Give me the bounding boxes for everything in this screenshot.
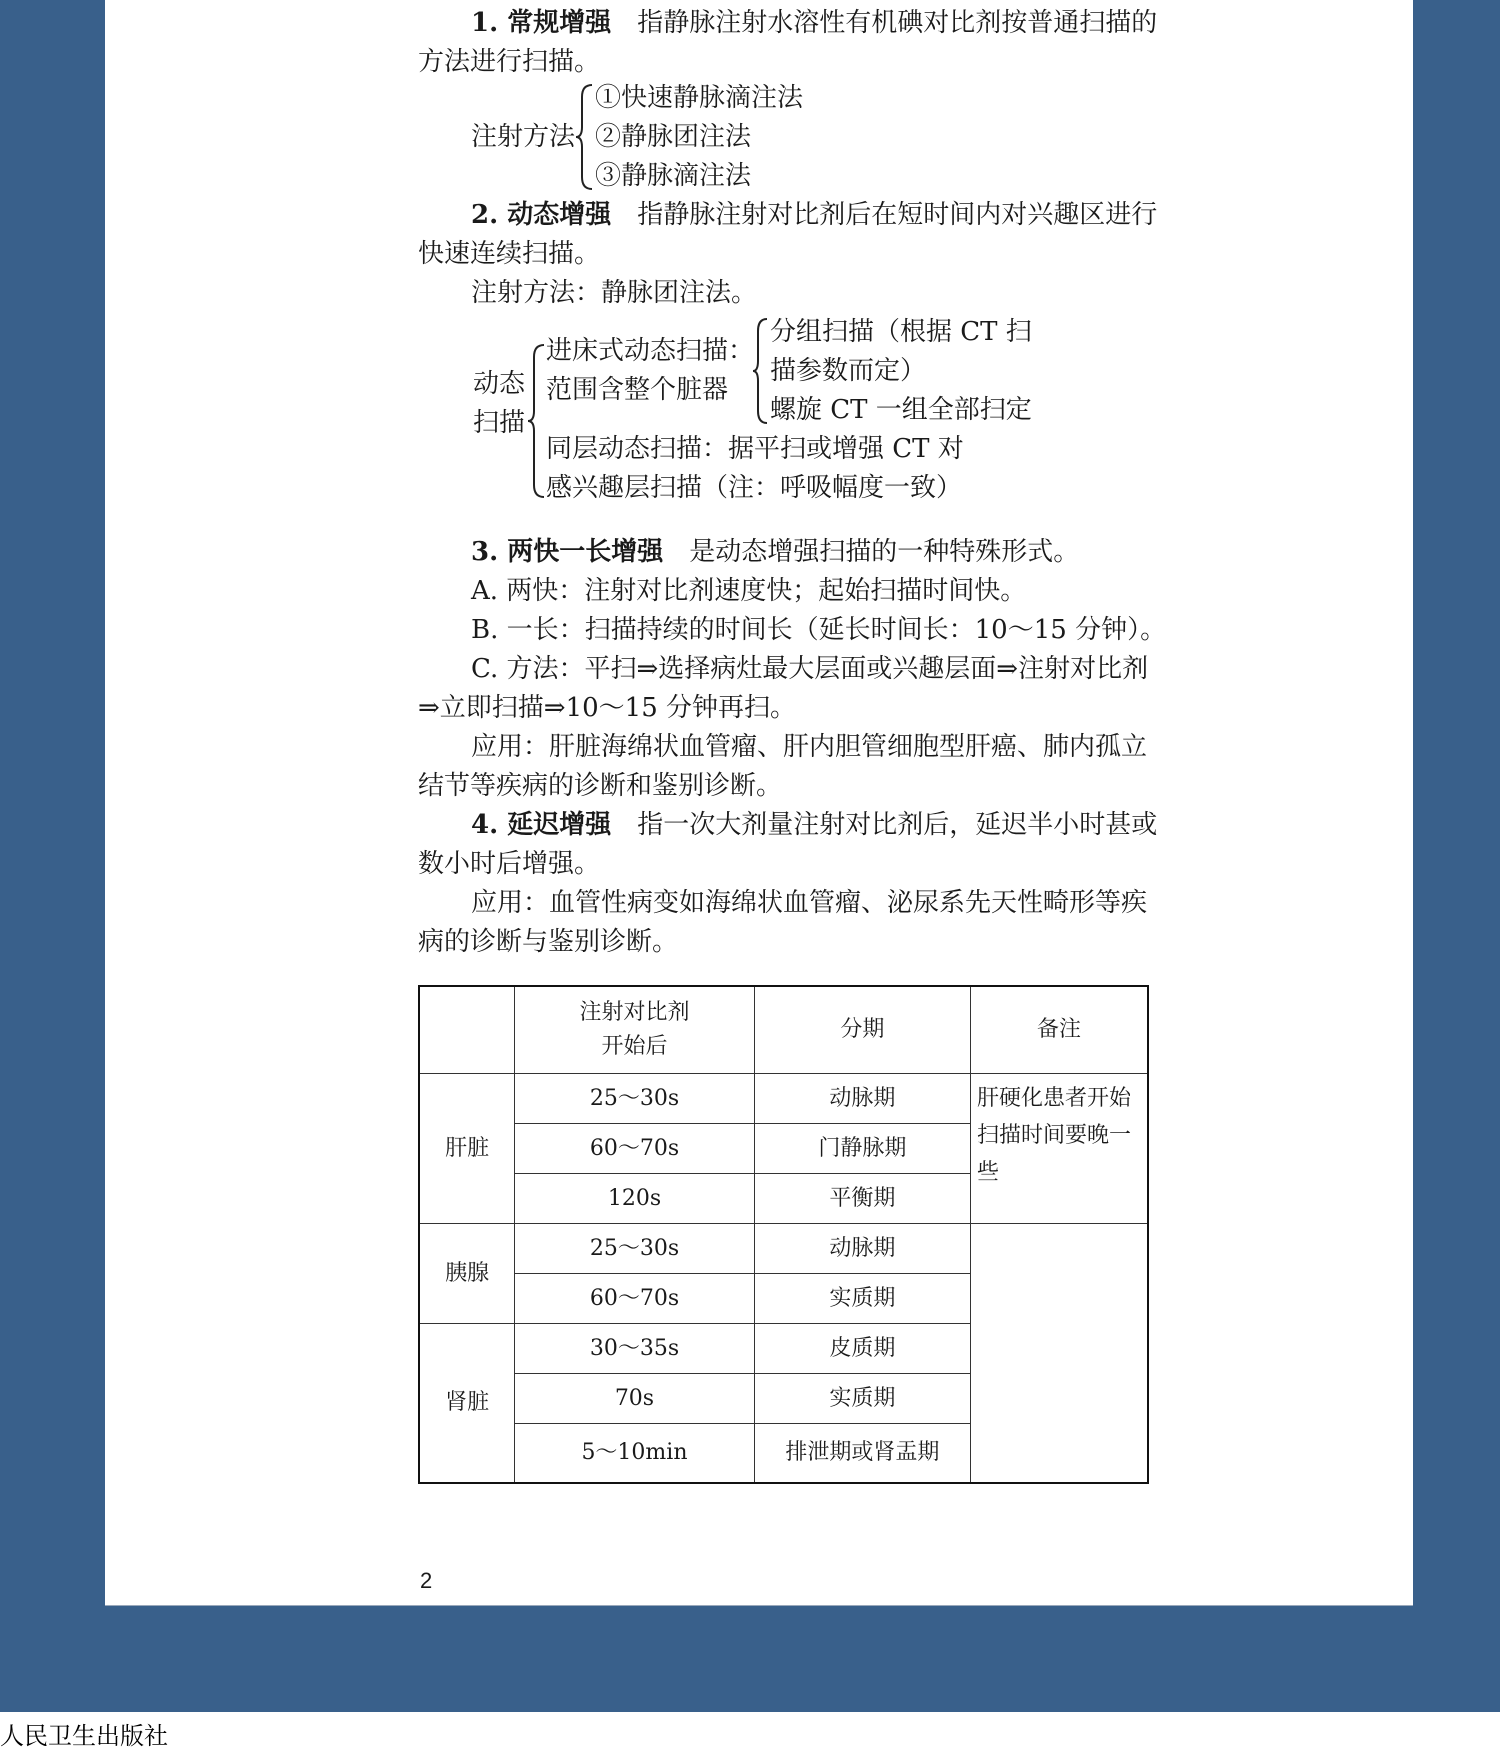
table-header-row	[419, 986, 1148, 1074]
table-row	[419, 1224, 1148, 1274]
bed-scan-brace	[751, 316, 771, 426]
phase-cell: 平衡期	[754, 1174, 970, 1224]
phase-cell: 门静脉期	[754, 1124, 970, 1174]
method-item-2: ②静脉团注法	[595, 122, 752, 152]
section-3-application: 应用：肝脏海绵状血管瘤、肝内胆管细胞型肝癌、肺内孤立结节等疾病的诊断和鉴别诊断。	[418, 732, 1148, 801]
same-slice-line-1: 同层动态扫描：据平扫或增强 CT 对	[546, 434, 964, 464]
phase-cell: 动脉期	[754, 1224, 970, 1274]
section-3-item-c: C. 方法：平扫⇒选择病灶最大层面或兴趣层面⇒注射对比剂⇒立即扫描⇒10～15 分钟再扫。	[418, 654, 1149, 723]
section-1-text: 指静脉注射水溶性有机碘对比剂按普通扫描的方法进行扫描。	[418, 8, 1158, 77]
method-item-1: ①快速静脉滴注法	[595, 83, 804, 113]
section-1-heading: 1. 常规增强	[471, 8, 612, 38]
bed-scan-line-2: 范围含整个脏器	[546, 375, 729, 405]
page-number: 2	[420, 1568, 433, 1593]
section-3-paragraph	[418, 533, 1158, 572]
section-2-method: 注射方法：静脉团注法。	[471, 278, 758, 308]
time-cell: 60～70s	[515, 1274, 754, 1324]
phase-cell: 动脉期	[754, 1074, 970, 1124]
section-4-application: 应用：血管性病变如海绵状血管瘤、泌尿系先天性畸形等疾病的诊断与鉴别诊断。	[418, 888, 1148, 957]
time-cell: 60～70s	[515, 1124, 754, 1174]
header-time-cell	[515, 986, 754, 1074]
section-3-text: 是动态增强扫描的一种特殊形式。	[663, 537, 1080, 567]
table-row	[419, 1074, 1148, 1124]
time-cell: 5～10min	[515, 1424, 754, 1484]
document-page	[105, 0, 1413, 1606]
time-cell: 25～30s	[515, 1074, 754, 1124]
method-item-3: ③静脉滴注法	[595, 161, 752, 191]
publisher-footer: 人民卫生出版社	[0, 1723, 168, 1750]
header-note-cell: 备注	[971, 986, 1149, 1074]
section-2-heading: 2. 动态增强	[471, 200, 612, 230]
organ-liver: 肝脏	[419, 1074, 515, 1224]
bed-scan-line-1: 进床式动态扫描：	[546, 336, 755, 366]
header-organ-cell	[419, 986, 515, 1074]
section-2-paragraph	[418, 196, 1158, 274]
liver-note-cell: 肝硬化患者开始扫描时间要晚一些	[971, 1074, 1149, 1224]
empty-note-cell	[971, 1224, 1149, 1484]
dynamic-scan-label-2: 扫描	[473, 408, 526, 438]
bed-scan-sub-1: 分组扫描（根据 CT 扫	[770, 317, 1032, 347]
section-3-item-b: B. 一长：扫描持续的时间长（延长时间长：10～15 分钟）。	[471, 615, 1167, 645]
bed-scan-sub-3: 螺旋 CT 一组全部扫定	[770, 395, 1032, 425]
time-cell: 120s	[515, 1174, 754, 1224]
organ-kidney: 肾脏	[419, 1324, 515, 1484]
contrast-phase-table	[418, 985, 1149, 1484]
section-1-paragraph	[418, 4, 1158, 82]
same-slice-line-2: 感兴趣层扫描（注：呼吸幅度一致）	[546, 473, 963, 503]
bed-scan-sub-2: 描参数而定）	[770, 356, 927, 386]
time-cell: 30～35s	[515, 1324, 754, 1374]
section-3-heading: 3. 两快一长增强	[471, 537, 664, 567]
section-4-text: 指一次大剂量注射对比剂后，延迟半小时甚或数小时后增强。	[418, 810, 1158, 879]
methods-label: 注射方法	[471, 122, 576, 152]
dynamic-scan-label-1: 动态	[473, 369, 526, 399]
section-3-item-a: A. 两快：注射对比剂速度快；起始扫描时间快。	[471, 576, 1027, 606]
phase-cell: 排泄期或肾盂期	[754, 1424, 970, 1484]
header-phase-cell: 分期	[754, 986, 970, 1074]
header-time-line-1: 注射对比剂	[579, 1000, 690, 1025]
dynamic-scan-brace	[526, 342, 548, 500]
organ-pancreas: 胰腺	[419, 1224, 515, 1324]
phase-cell: 实质期	[754, 1274, 970, 1324]
time-cell: 25～30s	[515, 1224, 754, 1274]
section-4-paragraph	[418, 806, 1158, 884]
phase-cell: 皮质期	[754, 1324, 970, 1374]
header-time-line-2: 开始后	[601, 1034, 668, 1059]
phase-cell: 实质期	[754, 1374, 970, 1424]
section-4-heading: 4. 延迟增强	[471, 810, 612, 840]
methods-brace	[574, 82, 596, 192]
time-cell: 70s	[515, 1374, 754, 1424]
section-2-text: 指静脉注射对比剂后在短时间内对兴趣区进行快速连续扫描。	[418, 200, 1158, 269]
